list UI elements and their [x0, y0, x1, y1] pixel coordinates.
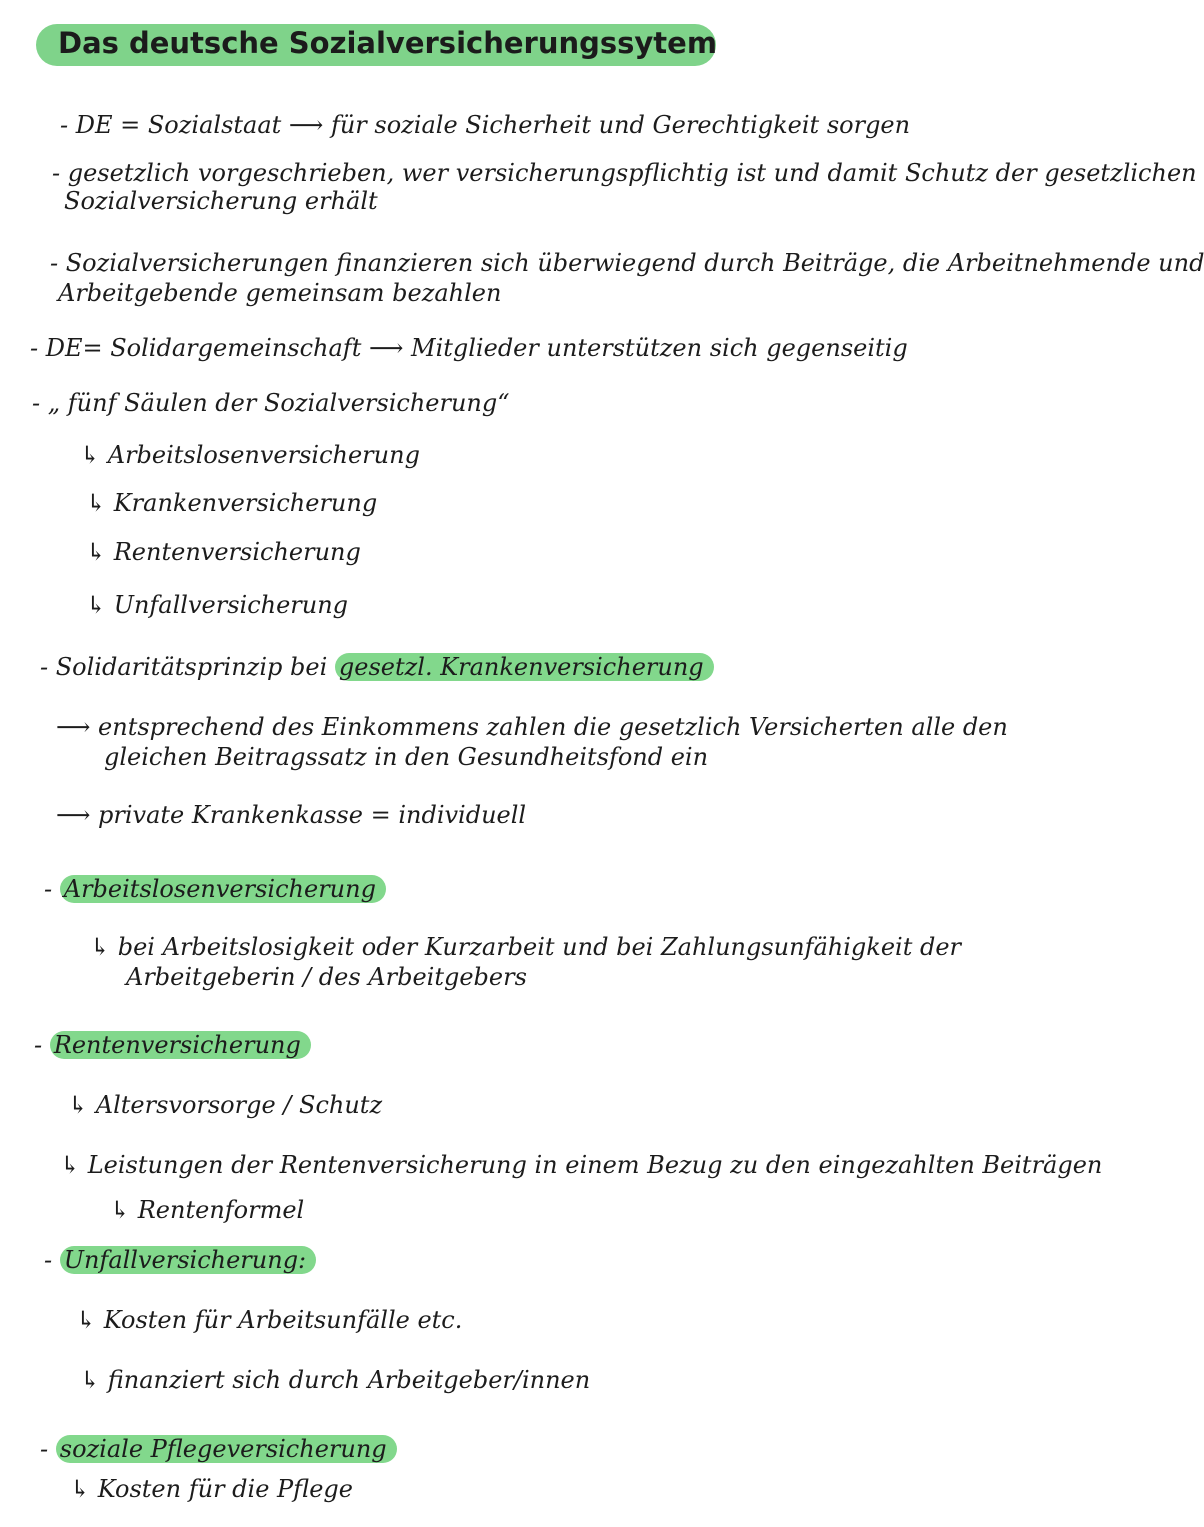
- pillar-item-unfall: ↳ Unfallversicherung: [86, 591, 349, 619]
- heading-dash: -: [40, 1435, 49, 1463]
- note-line-solidargemeinschaft: - DE= Solidargemeinschaft ⟶ Mitglieder unterstützen sich gegenseitig: [30, 334, 908, 362]
- solidaritaet-prefix: - Solidaritätsprinzip bei: [40, 653, 328, 681]
- note-line-altersvorsorge: ↳ Altersvorsorge / Schutz: [68, 1091, 383, 1119]
- heading-unfallversicherung: [44, 1245, 316, 1275]
- note-line-private-kasse: ⟶ private Krankenkasse = individuell: [56, 801, 527, 829]
- heading-dash: -: [44, 1246, 53, 1274]
- note-line-arbeitslosigkeit: ↳ bei Arbeitslosigkeit oder Kurzarbeit und bei Zahlungsunfähigkeit der: [90, 933, 962, 961]
- pillar-item-kranken: ↳ Krankenversicherung: [86, 489, 378, 517]
- note-line-pflege: ↳ Kosten für die Pflege: [70, 1475, 353, 1503]
- highlight-renten: Rentenversicherung: [50, 1031, 311, 1059]
- note-line-solidaritaetsprinzip: [40, 652, 714, 682]
- page-title: Das deutsche Sozialversicherungssytem: [58, 26, 718, 60]
- note-line-gesetzlich: - gesetzlich vorgeschrieben, wer versicherungspflichtig ist und damit Schutz der gesetzlichen: [52, 159, 1197, 187]
- note-line-einkommen-cont: gleichen Beitragssatz in den Gesundheitsfond ein: [104, 743, 709, 771]
- heading-dash: -: [44, 875, 53, 903]
- heading-rentenversicherung: [34, 1030, 311, 1060]
- highlight-pflege: soziale Pflegeversicherung: [56, 1435, 397, 1463]
- note-line-einkommen: ⟶ entsprechend des Einkommens zahlen die gesetzlich Versicherten alle den: [56, 713, 1008, 741]
- pillar-item-arbeitslosen: ↳ Arbeitslosenversicherung: [80, 441, 420, 469]
- note-line-leistungen: ↳ Leistungen der Rentenversicherung in einem Bezug zu den eingezahlten Beiträgen: [60, 1151, 1103, 1179]
- heading-arbeitslosenversicherung: [44, 874, 386, 904]
- heading-pflegeversicherung: [40, 1434, 397, 1464]
- note-line-rentenformel: ↳ Rentenformel: [110, 1196, 305, 1224]
- note-line-gesetzlich-cont: Sozialversicherung erhält: [64, 187, 378, 215]
- highlight-gesetzl-kranken: gesetzl. Krankenversicherung: [335, 653, 714, 681]
- note-line-saeulen: - „ fünf Säulen der Sozialversicherung“: [32, 389, 510, 417]
- note-line-arbeitsunfaelle: ↳ Kosten für Arbeitsunfälle etc.: [76, 1306, 463, 1334]
- note-line-finanzierung-cont: Arbeitgebende gemeinsam bezahlen: [58, 279, 502, 307]
- note-line-finanzierung: - Sozialversicherungen finanzieren sich überwiegend durch Beiträge, die Arbeitnehmende und: [50, 249, 1204, 277]
- note-line-arbeitgeberinnen: ↳ finanziert sich durch Arbeitgeber/innen: [80, 1366, 591, 1394]
- highlight-arbeitslosen: Arbeitslosenversicherung: [60, 875, 386, 903]
- heading-dash: -: [34, 1031, 43, 1059]
- note-line-sozialstaat: - DE = Sozialstaat ⟶ für soziale Sicherheit und Gerechtigkeit sorgen: [60, 111, 911, 139]
- note-line-arbeitgeber: Arbeitgeberin / des Arbeitgebers: [126, 963, 527, 991]
- highlight-unfall: Unfallversicherung:: [60, 1246, 316, 1274]
- pillar-item-renten: ↳ Rentenversicherung: [86, 538, 361, 566]
